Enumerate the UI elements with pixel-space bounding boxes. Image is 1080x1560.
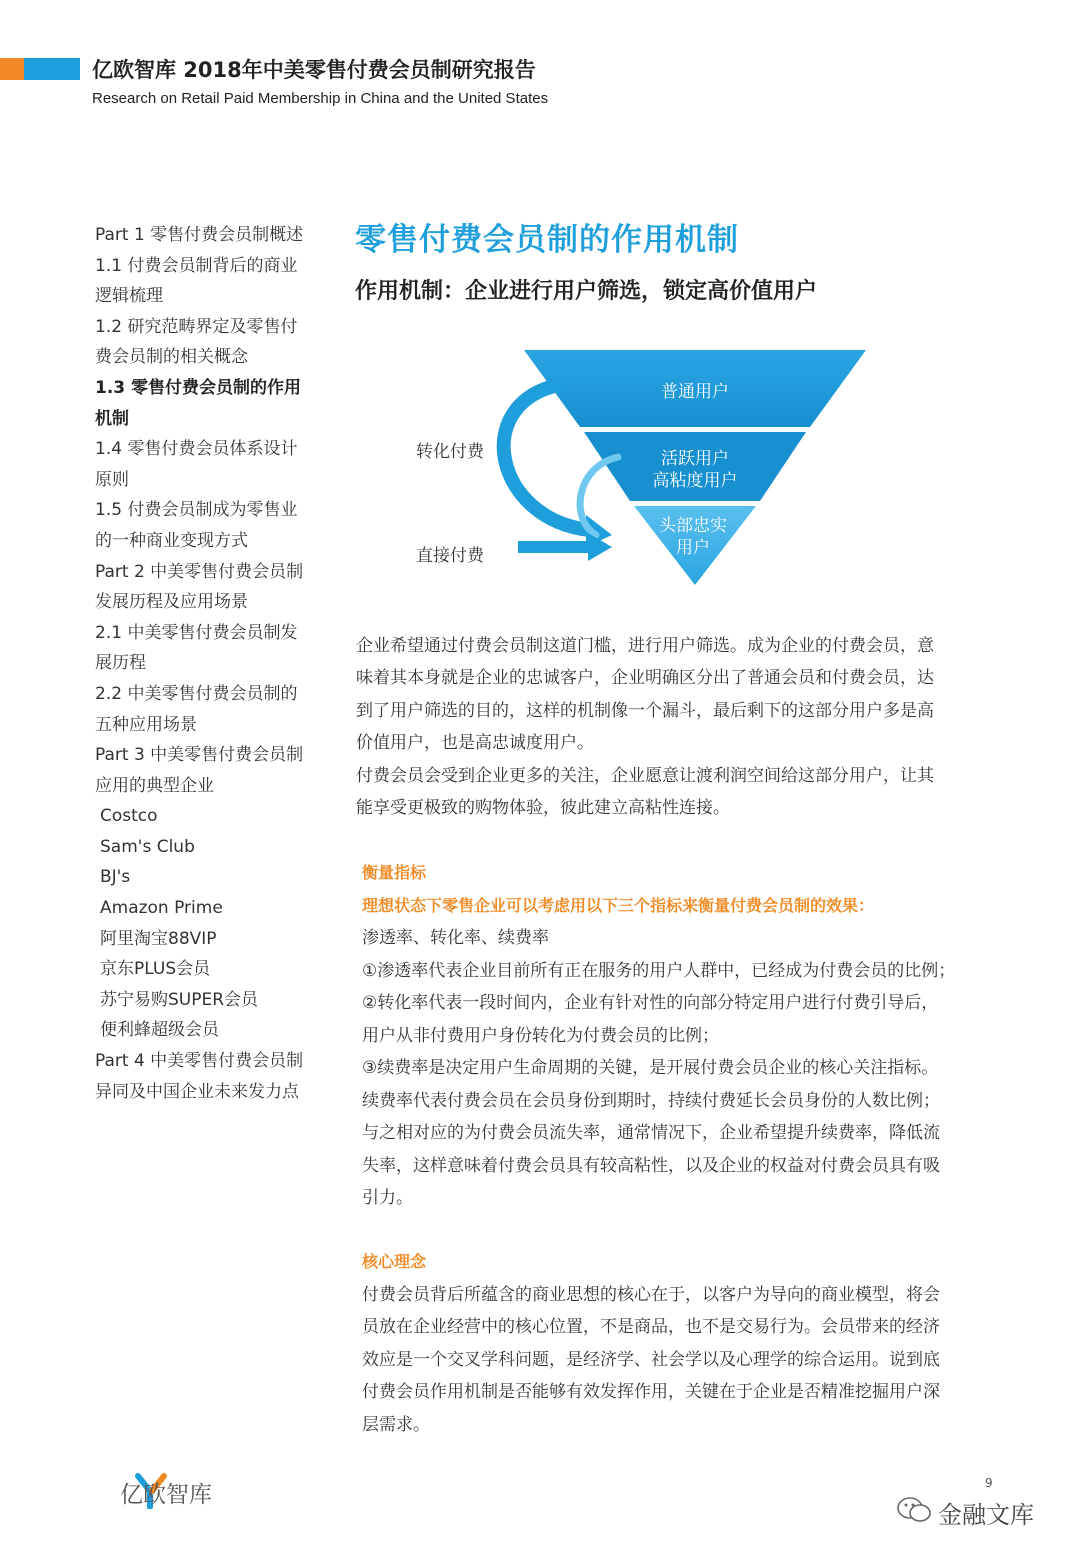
text-line: ③续费率是决定用户生命周期的关键，是开展付费会员企业的核心关注指标。 bbox=[362, 1058, 939, 1078]
funnel-level-2-label: 高粘度用户 bbox=[652, 471, 738, 491]
text-line: 渗透率、转化率、续费率 bbox=[362, 928, 549, 948]
metrics-section bbox=[362, 857, 984, 1215]
text-line: 价值用户，也是高忠诚度用户。 bbox=[356, 732, 594, 753]
toc-item[interactable]: 阿里淘宝88VIP bbox=[100, 928, 217, 949]
text-line: ①渗透率代表企业目前所有正在服务的用户人群中，已经成为付费会员的比例； bbox=[362, 960, 956, 981]
toc-item[interactable]: Costco bbox=[100, 806, 158, 827]
intro-paragraph bbox=[356, 630, 984, 759]
toc-item[interactable]: 费会员制的相关概念 bbox=[95, 347, 248, 368]
section-title: 零售付费会员制的作用机制 bbox=[355, 222, 739, 258]
toc-item[interactable]: 展历程 bbox=[95, 653, 146, 674]
text-line: 失率，这样意味着付费会员具有较高粘性，以及企业的权益对付费会员具有吸 bbox=[362, 1155, 940, 1176]
toc-item[interactable]: Part 1 零售付费会员制概述 bbox=[95, 225, 304, 245]
text-line: ②转化率代表一段时间内，企业有针对性的向部分特定用户进行付费引导后， bbox=[362, 993, 939, 1013]
text-line: 引力。 bbox=[362, 1188, 413, 1208]
convert-pay-label: 转化付费 bbox=[416, 442, 484, 462]
toc-item[interactable]: 苏宁易购SUPER会员 bbox=[100, 989, 259, 1010]
direct-arrow-shaft bbox=[518, 541, 590, 553]
toc-item[interactable]: 1.4 零售付费会员体系设计 bbox=[95, 439, 298, 460]
toc-item[interactable]: 1.2 研究范畴界定及零售付 bbox=[95, 316, 298, 337]
wechat-icon bbox=[896, 1496, 932, 1524]
benefit-paragraph bbox=[356, 760, 984, 825]
text-line: 付费会员会受到企业更多的关注，企业愿意让渡利润空间给这部分用户，让其 bbox=[356, 766, 934, 786]
text-line: 到了用户筛选的目的，这样的机制像一个漏斗，最后剩下的这部分用户多是高 bbox=[356, 700, 934, 721]
toc-item[interactable]: Part 3 中美零售付费会员制 bbox=[95, 745, 304, 766]
core-heading: 核心理念 bbox=[362, 1252, 427, 1271]
toc-item[interactable]: 应用的典型企业 bbox=[95, 775, 214, 796]
text-line: 企业希望通过付费会员制这道门槛，进行用户筛选。成为企业的付费会员，意 bbox=[356, 636, 934, 656]
metrics-heading: 衡量指标 bbox=[362, 863, 427, 882]
toc-item[interactable]: BJ's bbox=[100, 867, 131, 888]
toc-item[interactable]: 2.2 中美零售付费会员制的 bbox=[95, 683, 298, 704]
toc-item[interactable]: 五种应用场景 bbox=[95, 714, 197, 735]
text-line: 付费会员作用机制是否能够有效发挥作用，关键在于企业是否精准挖掘用户深 bbox=[362, 1382, 940, 1402]
watermark-text: 金融文库 bbox=[938, 1501, 1034, 1529]
text-line: 能享受更极致的购物体验，彼此建立高粘性连接。 bbox=[356, 798, 730, 819]
text-line: 层需求。 bbox=[362, 1414, 430, 1435]
funnel-diagram bbox=[400, 345, 880, 590]
toc-item[interactable]: 便利蜂超级会员 bbox=[100, 1020, 219, 1041]
report-subtitle: Research on Retail Paid Membership in China and the United States bbox=[92, 90, 549, 107]
funnel-level-3-label: 头部忠实 bbox=[659, 516, 727, 536]
toc-item[interactable]: 1.5 付费会员制成为零售业 bbox=[95, 500, 298, 521]
text-line: 续费率代表付费会员在会员身份到期时，持续付费延长会员身份的人数比例； bbox=[362, 1090, 940, 1111]
text-line: 味着其本身就是企业的忠诚客户，企业明确区分出了普通会员和付费会员，达 bbox=[356, 668, 934, 689]
funnel-level-3-label: 用户 bbox=[676, 538, 710, 558]
toc-item[interactable]: 异同及中国企业未来发力点 bbox=[95, 1081, 299, 1102]
report-title: 亿欧智库 2018年中美零售付费会员制研究报告 bbox=[92, 58, 536, 82]
funnel-icon bbox=[400, 345, 880, 590]
text-line: 用户从非付费用户身份转化为付费会员的比例； bbox=[362, 1025, 719, 1046]
header-accent-blue bbox=[24, 58, 80, 80]
toc-item[interactable]: 逻辑梳理 bbox=[95, 286, 163, 307]
footer-logo-text: 亿欧智库 bbox=[120, 1482, 212, 1508]
text-line: 付费会员背后所蕴含的商业思想的核心在于，以客户为导向的商业模型，将会 bbox=[362, 1284, 940, 1305]
table-of-contents bbox=[95, 220, 320, 1107]
section-subtitle: 作用机制：企业进行用户筛选，锁定高价值用户 bbox=[355, 279, 818, 304]
toc-item[interactable]: Part 2 中美零售付费会员制 bbox=[95, 561, 304, 582]
toc-item[interactable]: 原则 bbox=[95, 469, 129, 490]
toc-item-active[interactable]: 1.3 零售付费会员制的作用 bbox=[95, 377, 302, 398]
core-concept-section bbox=[362, 1246, 984, 1441]
header-accent-orange bbox=[0, 58, 24, 80]
toc-item[interactable]: 1.1 付费会员制背后的商业 bbox=[95, 255, 298, 276]
funnel-level-2-label: 活跃用户 bbox=[661, 449, 729, 469]
funnel-level-1-label: 普通用户 bbox=[661, 382, 729, 402]
page-number: 9 bbox=[985, 1476, 993, 1490]
toc-item[interactable]: Amazon Prime bbox=[100, 898, 223, 919]
toc-item-active[interactable]: 机制 bbox=[95, 408, 129, 429]
toc-item[interactable]: 京东PLUS会员 bbox=[100, 959, 211, 980]
metrics-intro: 理想状态下零售企业可以考虑用以下三个指标来衡量付费会员制的效果： bbox=[362, 895, 875, 915]
toc-item[interactable]: 2.1 中美零售付费会员制发 bbox=[95, 622, 298, 643]
text-line: 效应是一个交叉学科问题，是经济学、社会学以及心理学的综合运用。说到底 bbox=[362, 1349, 940, 1370]
text-line: 与之相对应的为付费会员流失率，通常情况下，企业希望提升续费率，降低流 bbox=[362, 1123, 940, 1143]
text-line: 员放在企业经营中的核心位置，不是商品，也不是交易行为。会员带来的经济 bbox=[362, 1317, 940, 1337]
direct-pay-label: 直接付费 bbox=[416, 546, 484, 566]
toc-item[interactable]: Sam's Club bbox=[100, 836, 195, 857]
toc-item[interactable]: 的一种商业变现方式 bbox=[95, 530, 248, 551]
toc-item[interactable]: Part 4 中美零售付费会员制 bbox=[95, 1051, 304, 1072]
toc-item[interactable]: 发展历程及应用场景 bbox=[95, 592, 248, 613]
